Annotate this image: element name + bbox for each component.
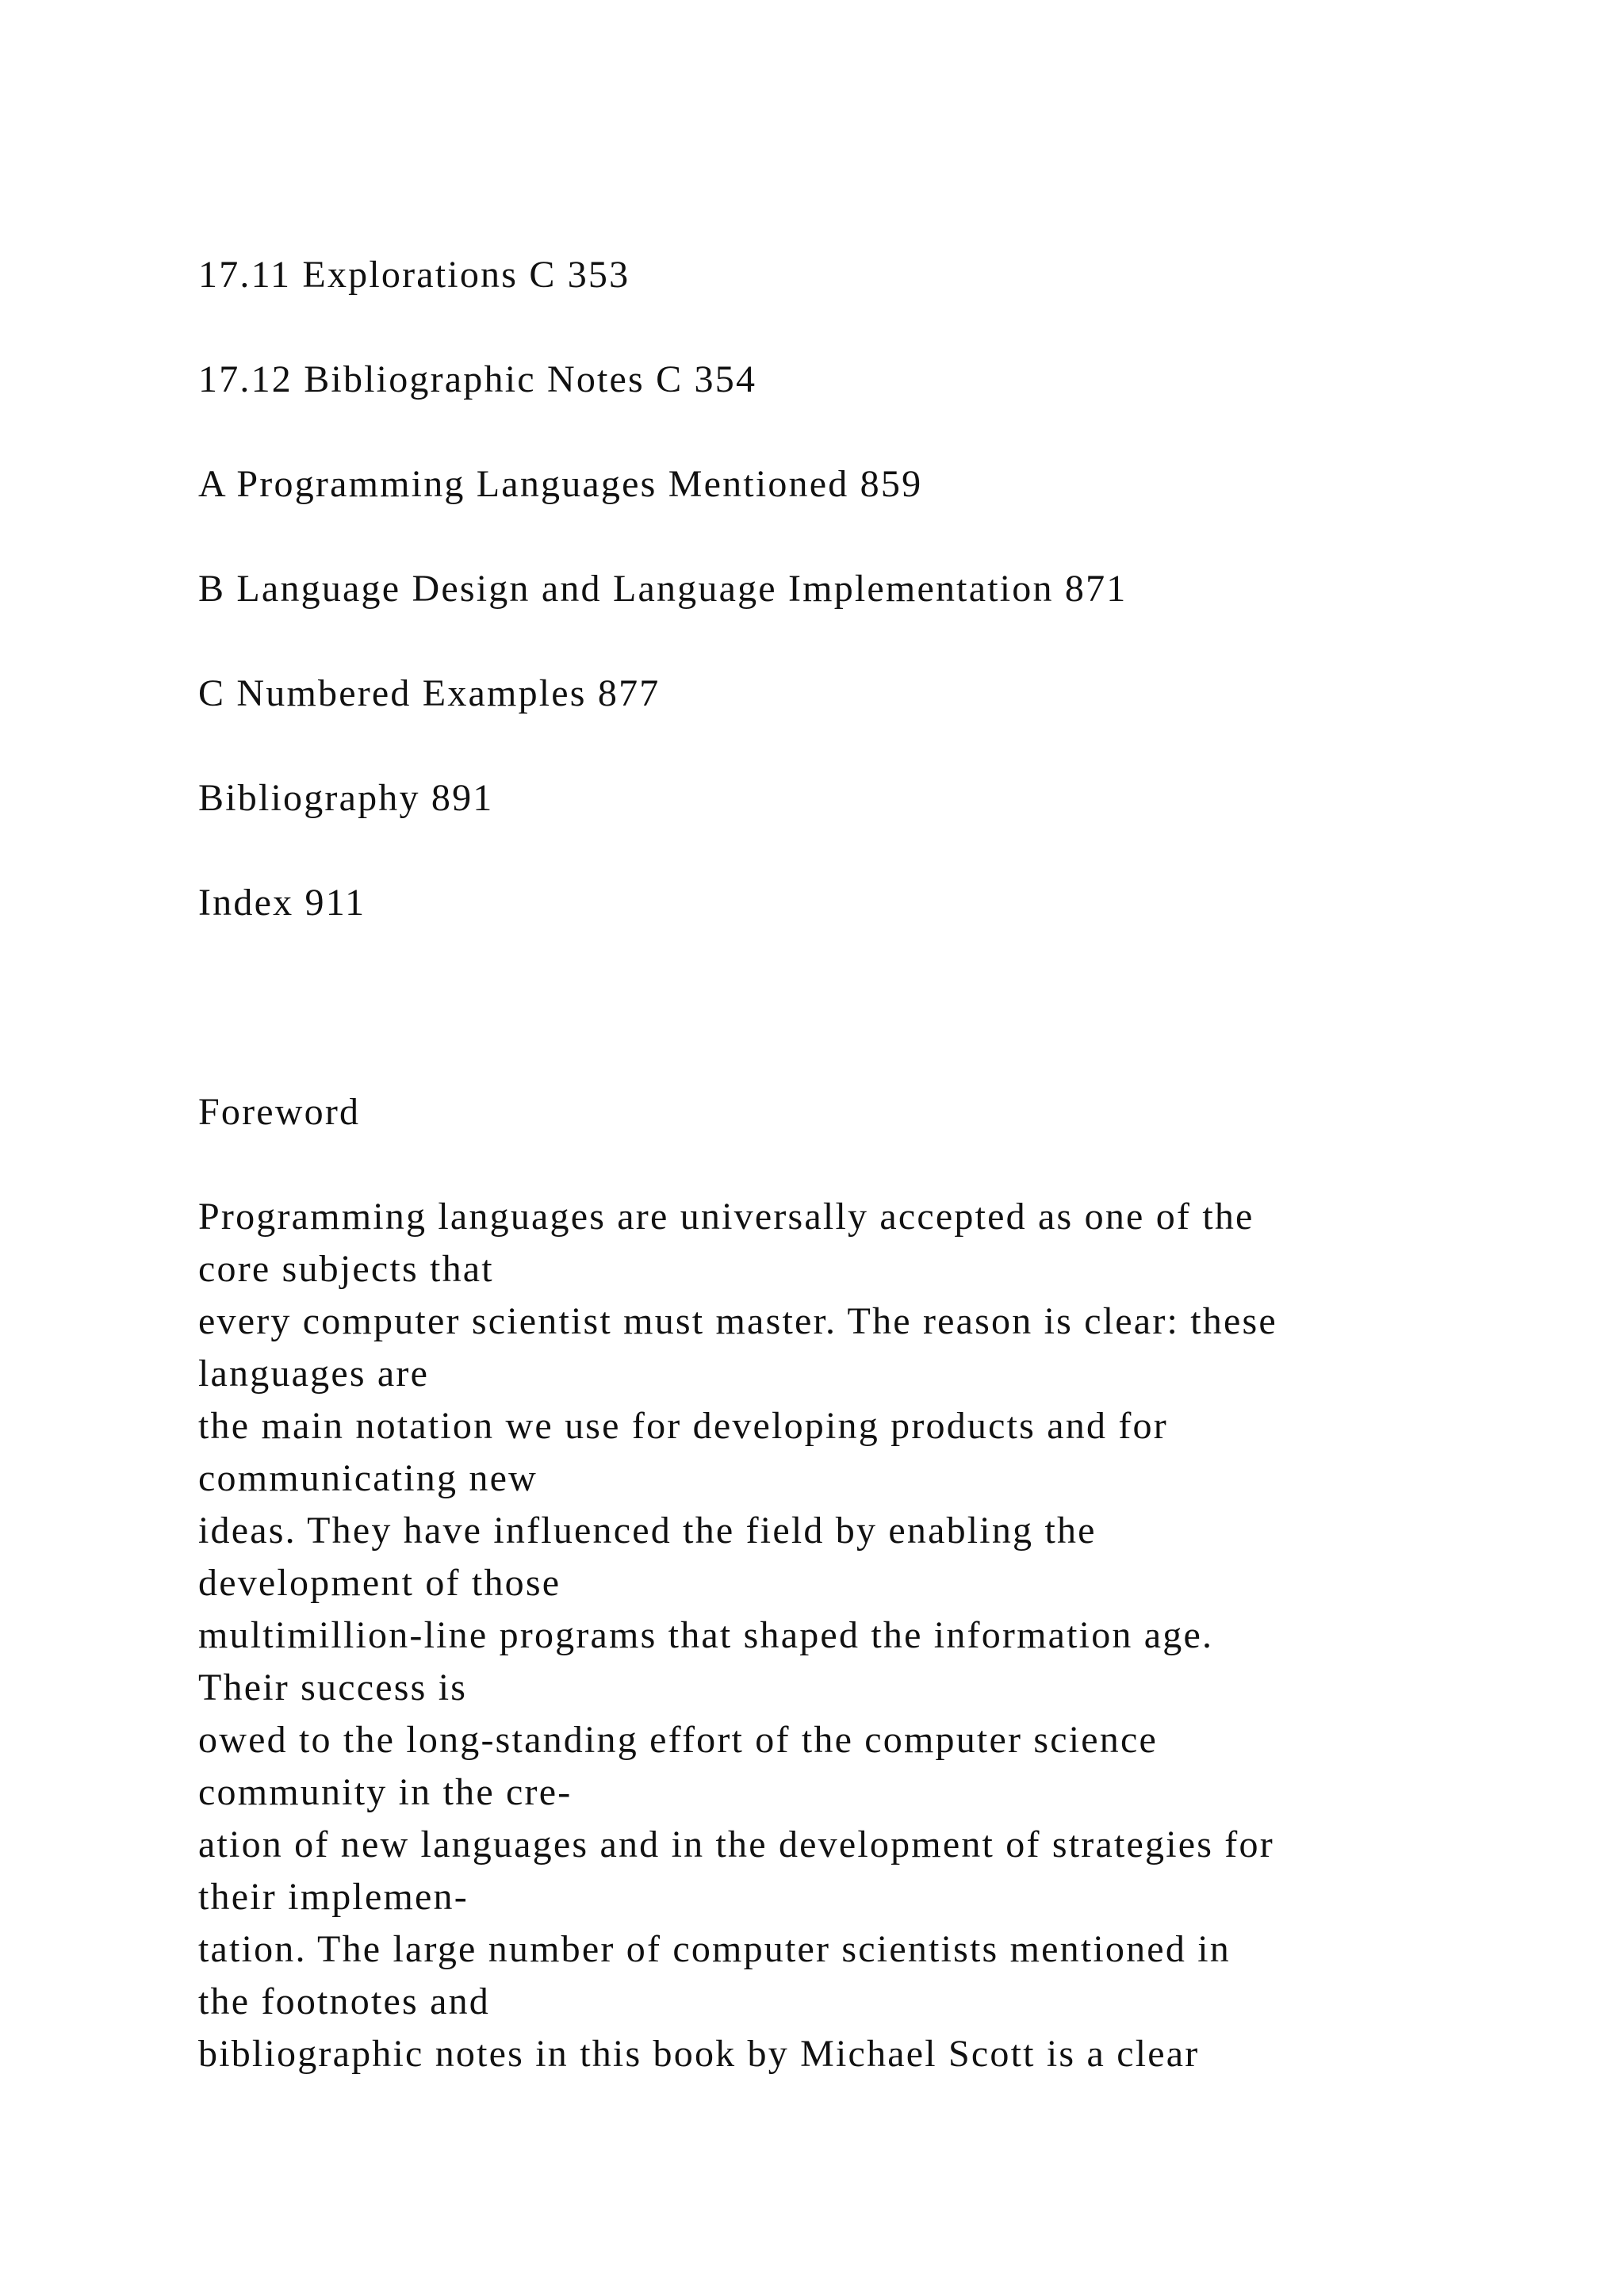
toc-entry-17-11: 17.11 Explorations C 353 [198,254,630,296]
foreword-line: the footnotes and [198,1980,490,2022]
foreword-line: tation. The large number of computer scientists mentioned in [198,1928,1231,1970]
foreword-line: ideas. They have influenced the field by enabling the [198,1510,1097,1552]
foreword-line: every computer scientist must master. The reason is clear: these [198,1300,1277,1342]
foreword-line: owed to the long-standing effort of the computer science [198,1719,1158,1761]
foreword-line: community in the cre- [198,1771,573,1813]
foreword-line: core subjects that [198,1248,494,1290]
foreword-line: communicating new [198,1457,538,1499]
foreword-line: bibliographic notes in this book by Michael Scott is a clear [198,2033,1200,2075]
toc-entry-appendix-b: B Language Design and Language Implementation 871 [198,568,1128,610]
toc-entry-17-12: 17.12 Bibliographic Notes C 354 [198,358,757,400]
foreword-line: Their success is [198,1667,468,1709]
foreword-line: development of those [198,1562,561,1604]
foreword-line: their implemen- [198,1876,469,1918]
toc-entry-appendix-c: C Numbered Examples 877 [198,672,661,714]
toc-entry-appendix-a: A Programming Languages Mentioned 859 [198,463,923,505]
foreword-line: languages are [198,1353,430,1395]
foreword-line: Programming languages are universally accepted as one of the [198,1196,1254,1238]
foreword-line: the main notation we use for developing products and for [198,1405,1168,1447]
foreword-line: ation of new languages and in the development of strategies for [198,1823,1274,1866]
foreword-heading: Foreword [198,1091,361,1133]
toc-entry-index: Index 911 [198,882,366,924]
foreword-line: multimillion-line programs that shaped the information age. [198,1614,1214,1656]
toc-entry-bibliography: Bibliography 891 [198,777,494,819]
